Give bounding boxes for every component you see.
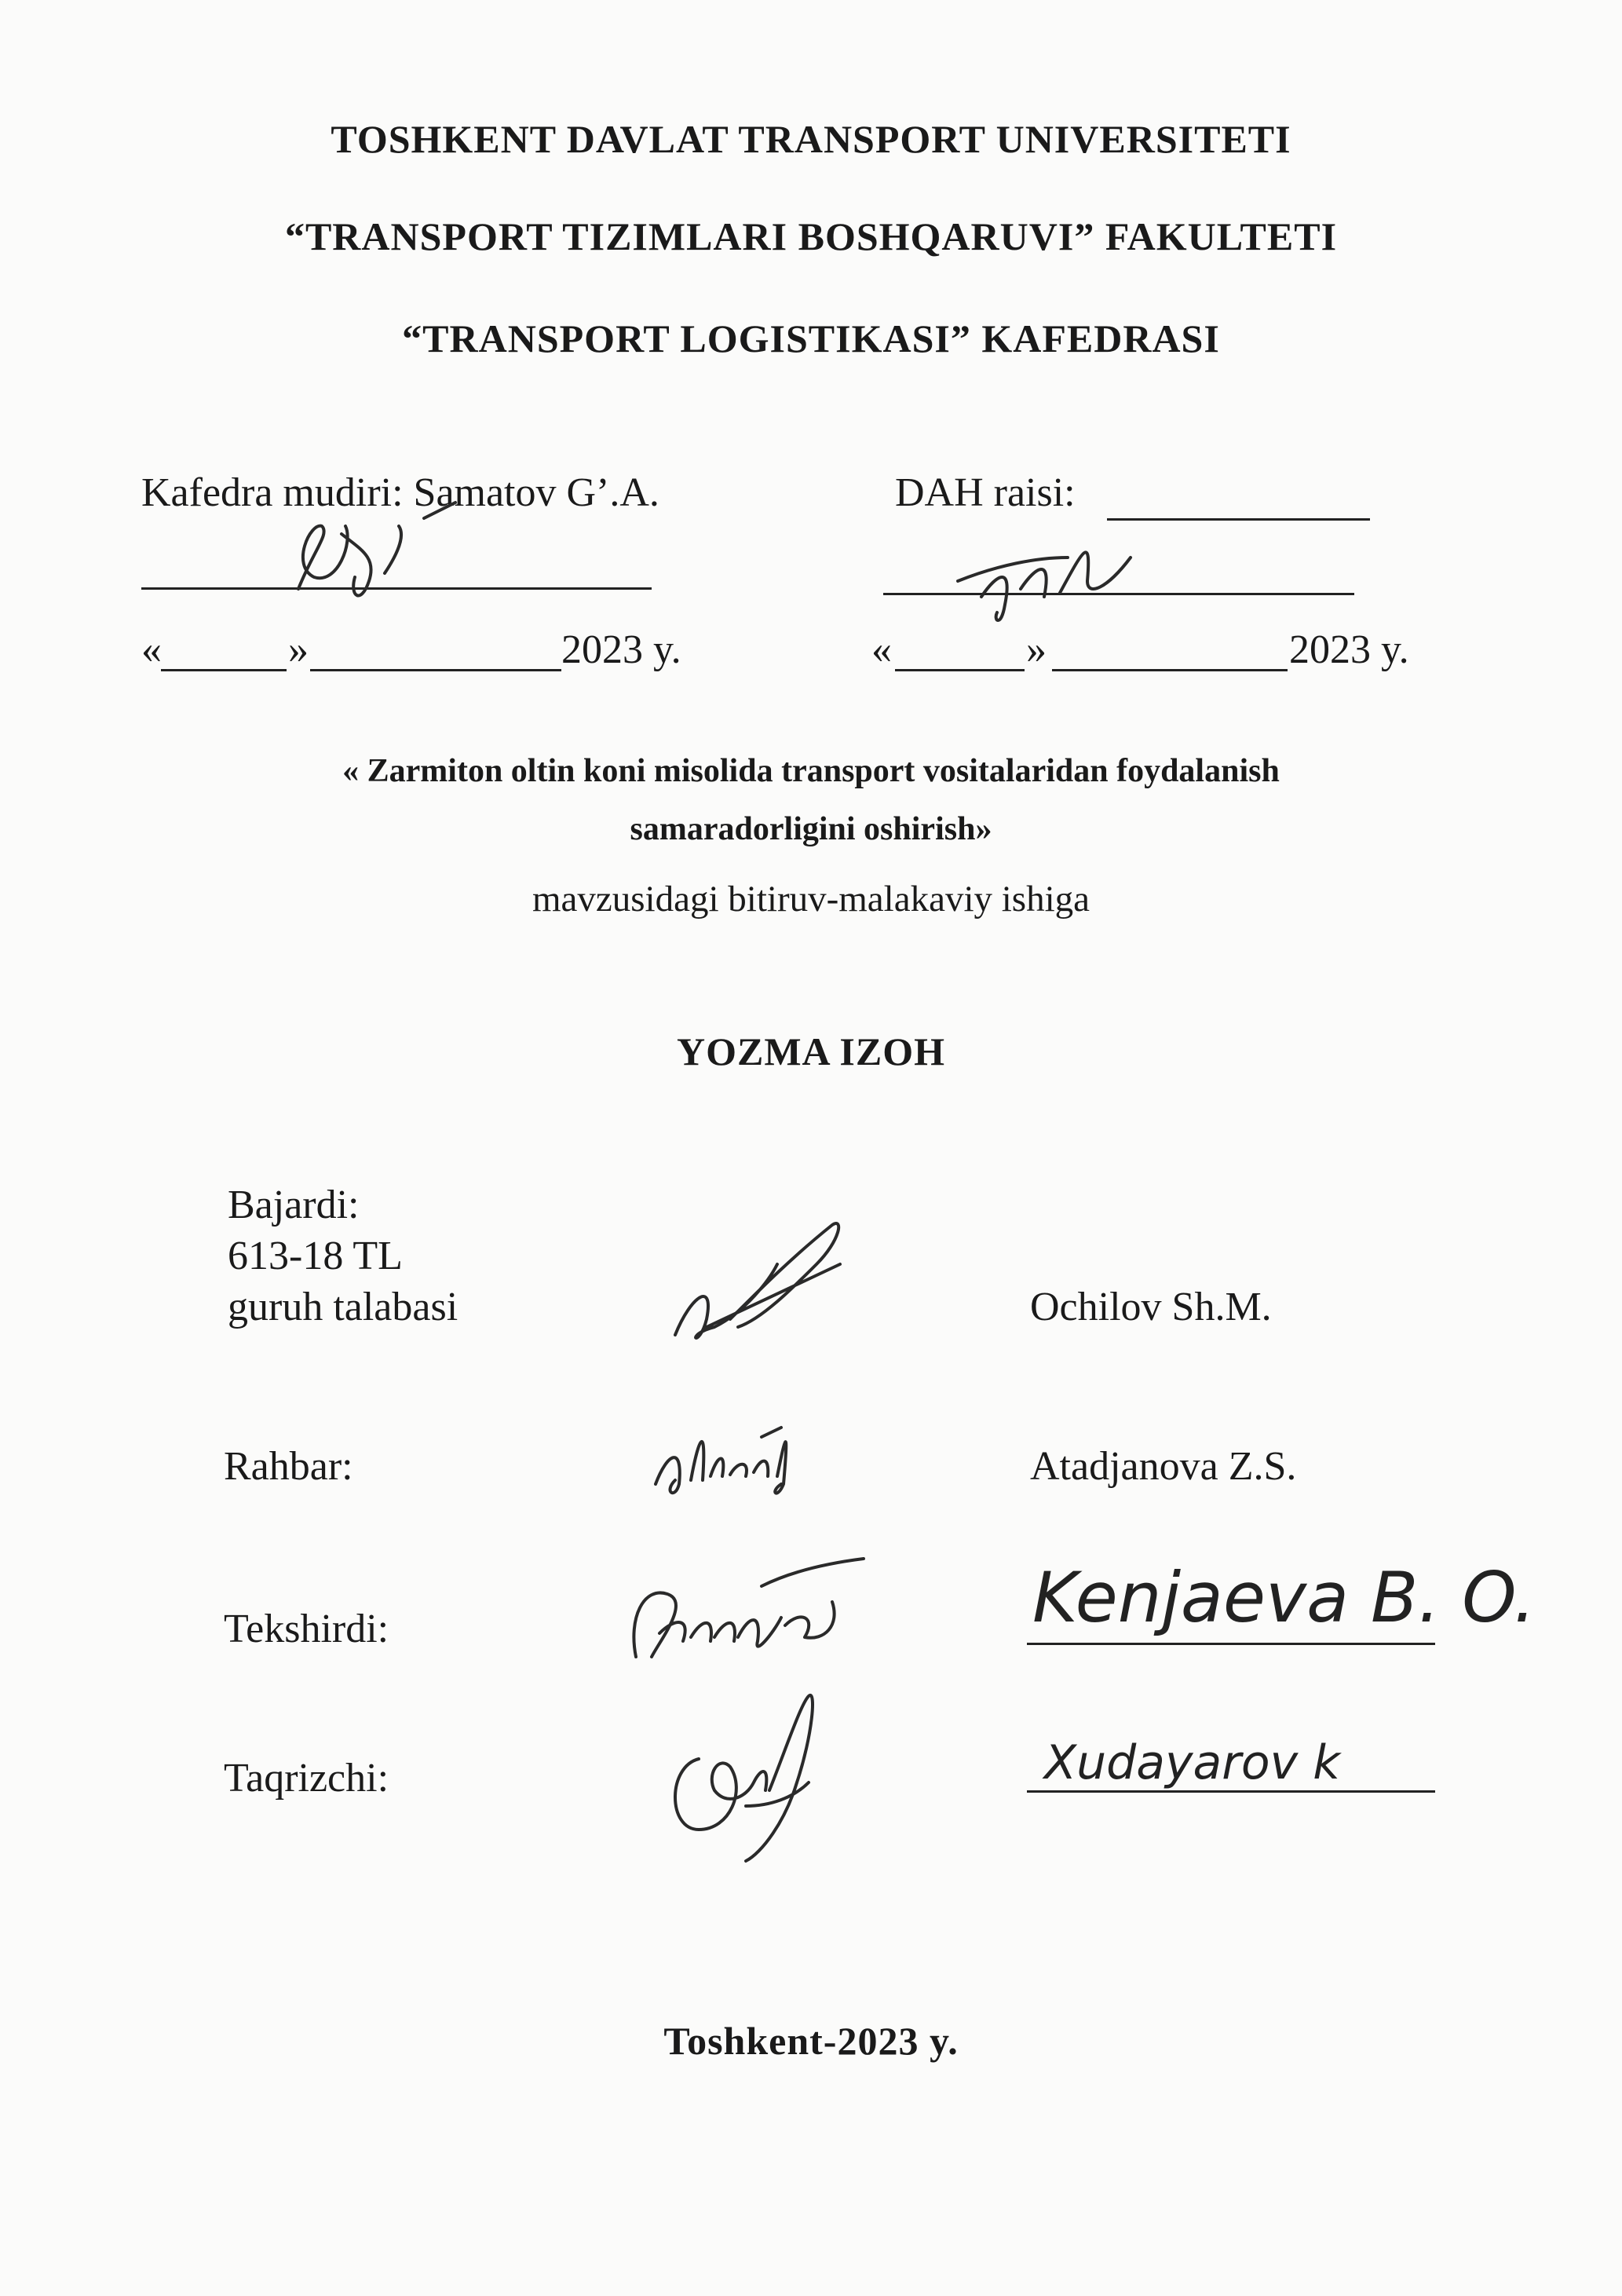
reviewer-name-line	[1027, 1790, 1435, 1793]
city-year: Toshkent-2023 y.	[663, 2019, 959, 2063]
sac-chair-month-blank	[1052, 669, 1288, 671]
department-head-title: Kafedra mudiri: Samatov G’.A.	[141, 470, 659, 515]
checker-name-line	[1027, 1643, 1435, 1645]
thesis-topic-line-1: « Zarmiton oltin koni misolida transport vositalaridan foydalanish	[342, 753, 1280, 789]
sac-chair-signature	[950, 534, 1154, 644]
supervisor-name: Atadjanova Z.S.	[1030, 1444, 1297, 1489]
reviewer-signature	[652, 1688, 832, 1869]
thesis-caption: mavzusidagi bitiruv-malakaviy ishiga	[532, 879, 1090, 919]
sac-chair-year: 2023 y.	[1289, 627, 1409, 672]
sac-chair-date-close: »	[1026, 627, 1047, 672]
document-type-title: YOZMA IZOH	[677, 1029, 945, 1073]
svg-text:Xudayarov k: Xudayarov k	[1044, 1735, 1340, 1790]
department-head-day-blank	[161, 669, 287, 671]
performer-label: Bajardi:	[228, 1183, 360, 1227]
supervisor-signature	[644, 1406, 816, 1508]
department-head-signature	[267, 503, 471, 620]
sac-chair-name-line	[1107, 518, 1370, 521]
department-name: “TRANSPORT LOGISTIKASI” KAFEDRASI	[402, 316, 1220, 360]
university-name: TOSHKENT DAVLAT TRANSPORT UNIVERSITETI	[331, 117, 1291, 161]
faculty-name: “TRANSPORT TIZIMLARI BOSHQARUVI” FAKULTETI	[284, 214, 1338, 258]
sac-chair-title: DAH raisi:	[895, 470, 1076, 515]
thesis-topic-line-2: samaradorligini oshirish»	[630, 811, 992, 847]
department-head-date-open: «	[141, 627, 162, 672]
sac-chair-day-blank	[895, 669, 1025, 671]
checker-label: Tekshirdi:	[224, 1607, 389, 1651]
checker-signature	[605, 1539, 871, 1673]
reviewer-label: Taqrizchi:	[224, 1756, 389, 1801]
performer-group: 613-18 TL	[228, 1234, 403, 1278]
supervisor-label: Rahbar:	[224, 1444, 353, 1489]
sac-chair-date-open: «	[871, 627, 892, 672]
department-head-month-blank	[310, 669, 561, 671]
checker-handwritten-name	[1025, 1531, 1536, 1649]
performer-status: guruh talabasi	[228, 1285, 458, 1329]
performer-name: Ochilov Sh.M.	[1030, 1285, 1272, 1329]
department-head-date-close: »	[288, 627, 309, 672]
department-head-year: 2023 y.	[561, 627, 681, 672]
svg-text:Kenjaeva B. O.: Kenjaeva B. O.	[1032, 1557, 1536, 1638]
performer-signature	[659, 1217, 864, 1366]
